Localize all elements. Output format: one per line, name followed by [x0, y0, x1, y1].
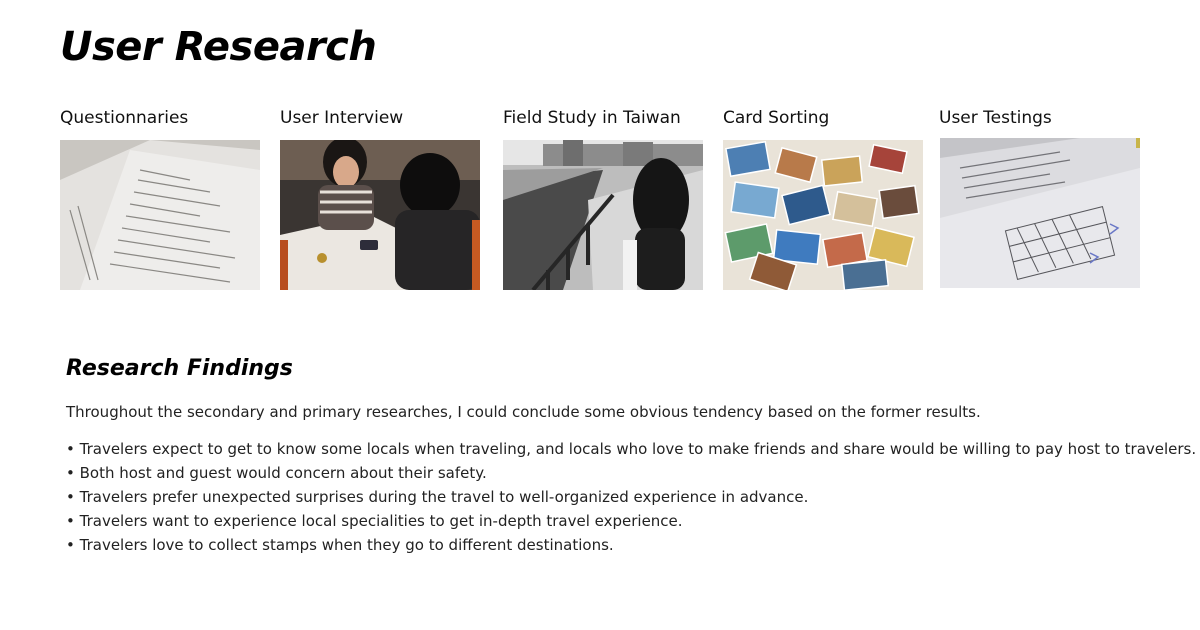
method-label: User Testings — [939, 108, 1052, 128]
method-label: Card Sorting — [723, 108, 830, 128]
method-label: Questionnaries — [60, 108, 189, 128]
method-label: Field Study in Taiwan — [503, 108, 681, 128]
list-item: • Travelers expect to get to know some locals when traveling, and locals who love to make friends and share would be willing to pay host to travelers. — [66, 437, 1196, 461]
questionnaire-photo — [60, 140, 260, 290]
list-item: • Travelers want to experience local specialities to get in-depth travel experience. — [66, 509, 1196, 533]
list-item: • Both host and guest would concern about their safety. — [66, 461, 1196, 485]
findings-list — [66, 437, 1196, 557]
list-item: • Travelers love to collect stamps when they go to different destinations. — [66, 533, 1196, 557]
page-title: User Research — [60, 24, 377, 70]
findings-intro: Throughout the secondary and primary researches, I could conclude some obvious tendency based on the former results. — [66, 403, 981, 421]
user-testing-photo — [940, 138, 1140, 288]
card-sorting-photo — [723, 140, 923, 290]
findings-title: Research Findings — [66, 356, 293, 381]
list-item: • Travelers prefer unexpected surprises during the travel to well-organized experience in advance. — [66, 485, 1196, 509]
method-label: User Interview — [280, 108, 404, 128]
field-study-photo — [503, 140, 703, 290]
interview-photo — [280, 140, 480, 290]
